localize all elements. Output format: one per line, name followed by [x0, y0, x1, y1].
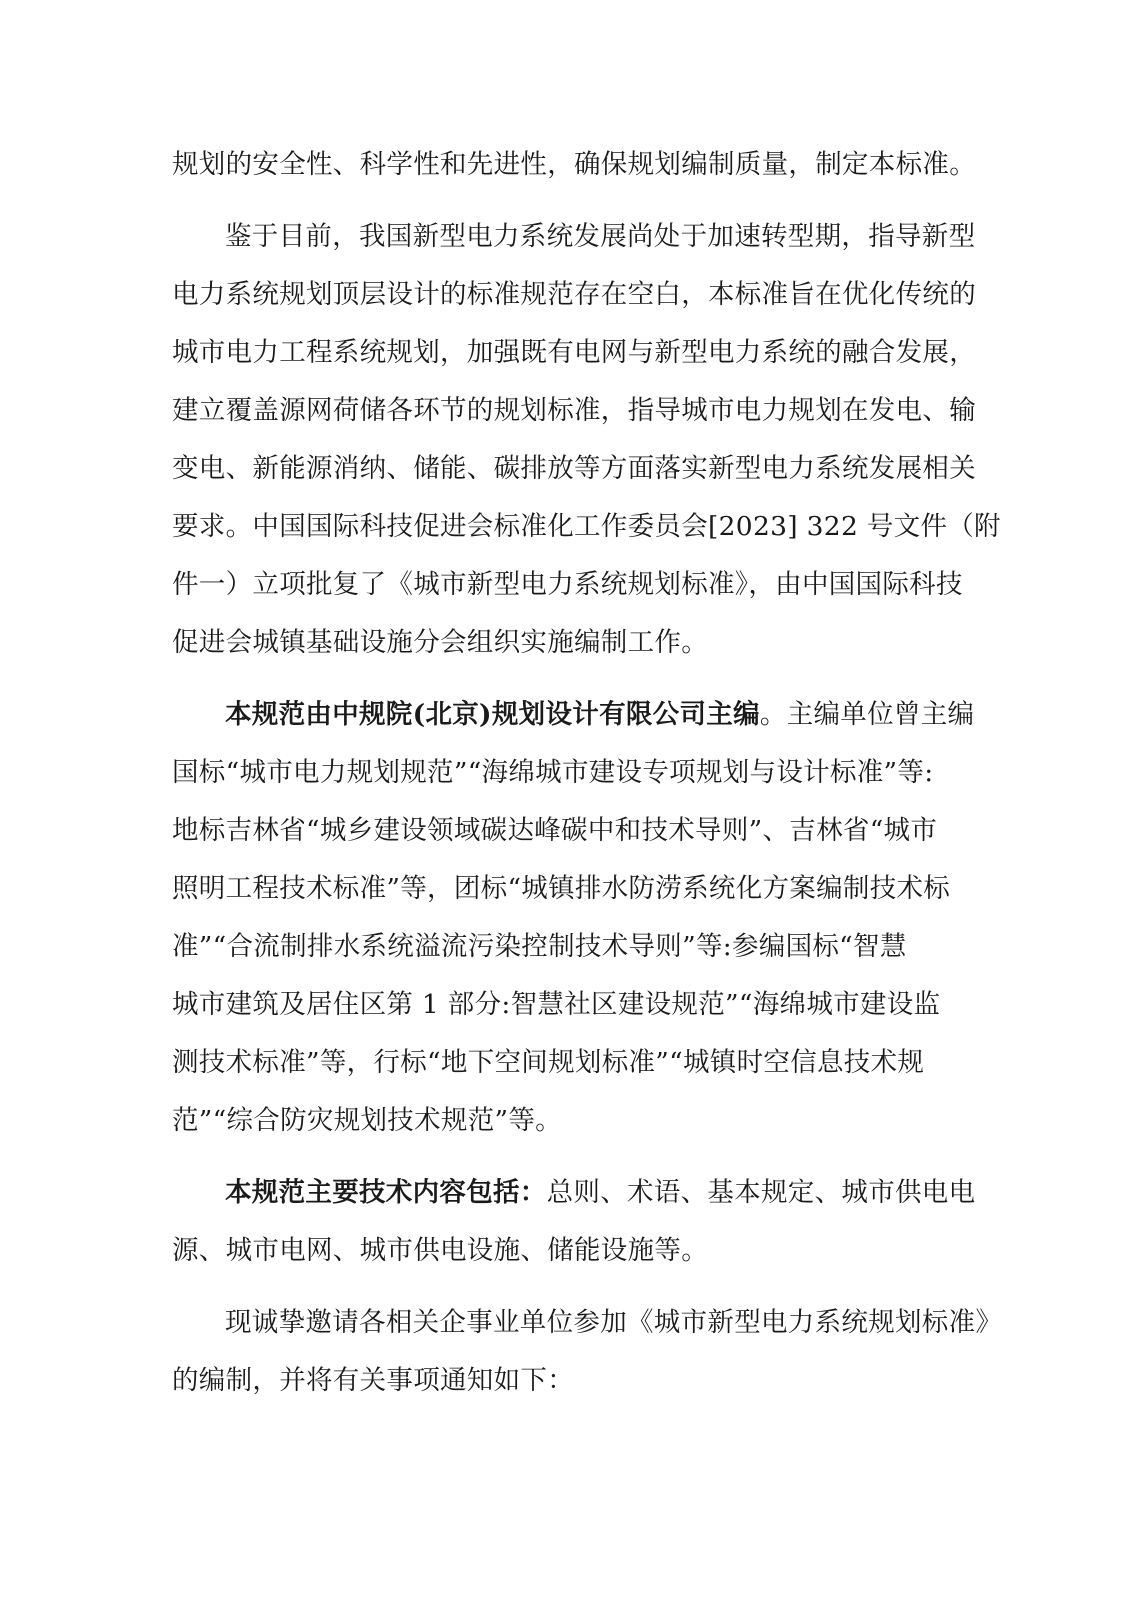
paragraph-intro-continuation: [172, 136, 976, 194]
text-line: 城市电力工程系统规划，加强既有电网与新型电力系统的融合发展，: [172, 337, 976, 368]
text-line: 鉴于目前，我国新型电力系统发展尚处于加速转型期，指导新型: [225, 221, 976, 252]
bold-lead-text: 本规范由中规院(北京)规划设计有限公司主编: [225, 699, 760, 730]
text-line: 准”“合流制排水系统溢流污染控制技术导则”等:参编国标“智慧: [172, 931, 907, 962]
text-line: 的编制，并将有关事项通知如下：: [172, 1365, 574, 1396]
document-body: [172, 136, 1003, 1410]
paragraph-technical-content: [172, 1164, 976, 1280]
text-rest: 。主编单位曾主编: [759, 699, 975, 730]
text-line: 建立覆盖源网荷储各环节的规划标准，指导城市电力规划在发电、输: [172, 395, 976, 426]
text-line: 现诚挚邀请各相关企事业单位参加《城市新型电力系统规划标准》: [225, 1307, 1003, 1338]
text-line: [172, 686, 975, 744]
paragraph-chief-editor: [172, 686, 975, 1150]
text-line: 要求。中国国际科技促进会标准化工作委员会[2023] 322 号文件（附: [172, 511, 1001, 542]
text-line: 地标吉林省“城乡建设领域碳达峰碳中和技术导则”、吉林省“城市: [172, 815, 938, 846]
text-line: [172, 1164, 976, 1222]
paragraph-invitation: [172, 1294, 1003, 1410]
text-line: 测技术标准”等，行标“地下空间规划标准”“城镇时空信息技术规: [172, 1047, 925, 1078]
text-line: 城市建筑及居住区第 1 部分:智慧社区建设规范”“海绵城市建设监: [172, 989, 941, 1020]
text-line: 国标“城市电力规划规范”“海绵城市建设专项规划与设计标准”等:: [172, 757, 934, 788]
paragraph-background: [172, 208, 1001, 672]
text-line: 规划的安全性、科学性和先进性，确保规划编制质量，制定本标准。: [172, 149, 976, 180]
text-line: 电力系统规划顶层设计的标准规范存在空白，本标准旨在优化传统的: [172, 279, 976, 310]
text-line: 变电、新能源消纳、储能、碳排放等方面落实新型电力系统发展相关: [172, 453, 976, 484]
text-line: 件一）立项批复了《城市新型电力系统规划标准》，由中国国际科技: [172, 569, 963, 600]
text-line: 促进会城镇基础设施分会组织实施编制工作。: [172, 627, 708, 658]
text-line: 源、城市电网、城市供电设施、储能设施等。: [172, 1235, 708, 1266]
bold-lead-text: 本规范主要技术内容包括：: [225, 1177, 547, 1208]
text-rest: 总则、术语、基本规定、城市供电电: [546, 1177, 976, 1208]
text-line: 范”“综合防灾规划技术规范”等。: [172, 1105, 562, 1136]
text-line: 照明工程技术标准”等，团标“城镇排水防涝系统化方案编制技术标: [172, 873, 951, 904]
